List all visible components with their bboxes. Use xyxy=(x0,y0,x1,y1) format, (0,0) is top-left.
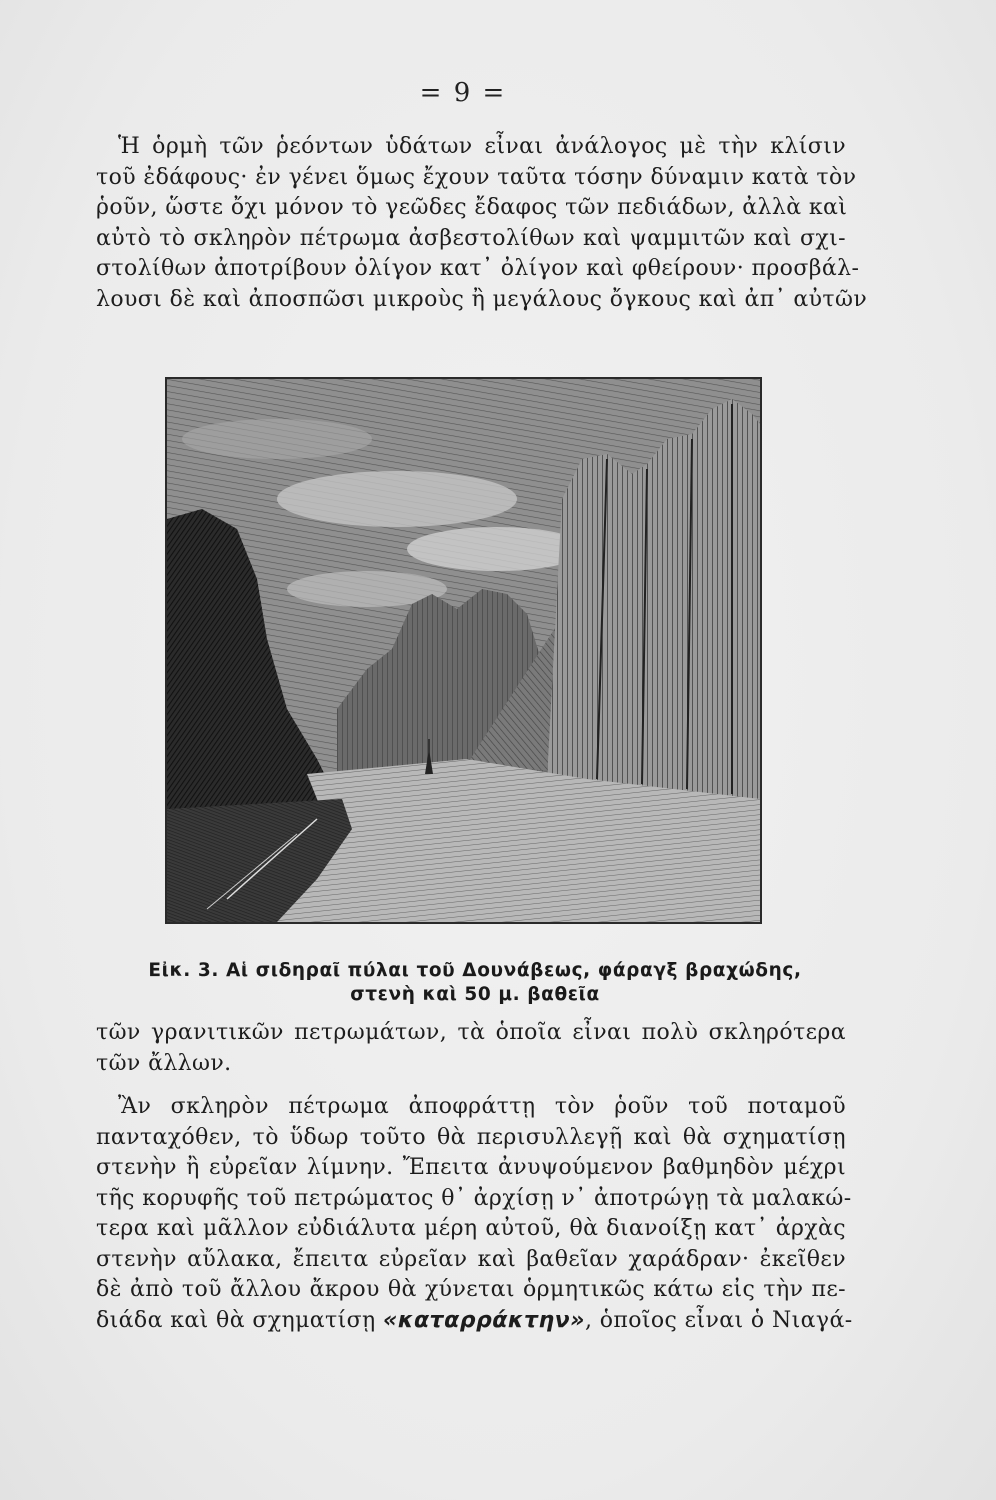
text-line: Ἂν σκληρὸν πέτρωμα ἀποφράττῃ τὸν ῥοῦν τοῦ ποταμοῦ xyxy=(118,1094,846,1119)
figure-caption-line-1: Εἰκ. 3. Αἱ σιδηραῖ πύλαι τοῦ Δουνάβεως, φάραγξ βραχώδης, xyxy=(148,960,802,981)
paragraph-continuation xyxy=(96,1018,846,1079)
text-line: λουσι δὲ καὶ ἀποσπῶσι μικροὺς ἢ μεγάλους ὄγκους καὶ ἀπ᾽ αὐτῶν xyxy=(96,286,868,312)
paragraph-top xyxy=(96,132,868,315)
text-segment: , ὁποῖος εἶναι ὁ Νιαγά- xyxy=(584,1307,853,1333)
paragraph-second xyxy=(96,1092,853,1336)
text-line: αὐτὸ τὸ σκληρὸν πέτρωμα ἀσβεστολίθων καὶ ψαμμιτῶν καὶ σχι- xyxy=(96,225,846,251)
figure-engraving-iron-gates xyxy=(165,377,762,924)
text-line: στενὴν αὔλακα, ἔπειτα εὐρεῖαν καὶ βαθεῖαν χαράδραν· ἐκεῖθεν xyxy=(96,1246,846,1272)
text-segment: διάδα καὶ θὰ σχηματίσῃ xyxy=(96,1307,384,1333)
text-line: στενὴν ἢ εὐρεῖαν λίμνην. Ἔπειτα ἀνυψούμενον βαθμηδὸν μέχρι xyxy=(96,1155,846,1180)
text-line: στολίθων ἀποτρίβουν ὀλίγον κατ᾽ ὀλίγον καὶ φθείρουν· προσβάλ- xyxy=(96,256,860,281)
text-line: ῥοῦν, ὥστε ὄχι μόνον τὸ γεῶδες ἔδαφος τῶν πεδιάδων, ἀλλὰ καὶ xyxy=(96,195,848,220)
cloud xyxy=(277,471,517,527)
text-line: τῶν γρανιτικῶν πετρωμάτων, τὰ ὁποῖα εἶναι πολὺ σκληρότερα xyxy=(96,1020,846,1045)
emphasized-term: «καταρράκτην» xyxy=(383,1307,585,1333)
text-line: τῆς κορυφῆς τοῦ πετρώματος θ᾽ ἀρχίσῃ ν᾽ ἀποτρώγῃ τὰ μαλακώ- xyxy=(96,1185,852,1211)
page-number: = 9 = xyxy=(419,78,507,108)
text-line: τερα καὶ μᾶλλον εὐδιάλυτα μέρη αὐτοῦ, θὰ διανοίξῃ κατ᾽ ἀρχὰς xyxy=(96,1216,846,1241)
text-line: τῶν ἄλλων. xyxy=(96,1050,232,1076)
cloud xyxy=(182,419,372,459)
text-line: Ἡ ὁρμὴ τῶν ῥεόντων ὑδάτων εἶναι ἀνάλογος μὲ τὴν κλίσιν xyxy=(118,134,846,159)
text-line-last xyxy=(96,1306,853,1337)
text-line: πανταχόθεν, τὸ ὕδωρ τοῦτο θὰ περισυλλεγῇ καὶ θὰ σχηματίσῃ xyxy=(96,1124,846,1150)
figure-caption-line-2: στενὴ καὶ 50 μ. βαθεῖα xyxy=(350,984,600,1005)
text-line: δὲ ἀπὸ τοῦ ἄλλου ἄκρου θὰ χύνεται ὁρμητικῶς κάτω εἰς τὴν πε- xyxy=(96,1277,846,1302)
text-line: τοῦ ἐδάφους· ἐν γένει ὅμως ἔχουν ταῦτα τόσην δύναμιν κατὰ τὸν xyxy=(96,164,857,190)
